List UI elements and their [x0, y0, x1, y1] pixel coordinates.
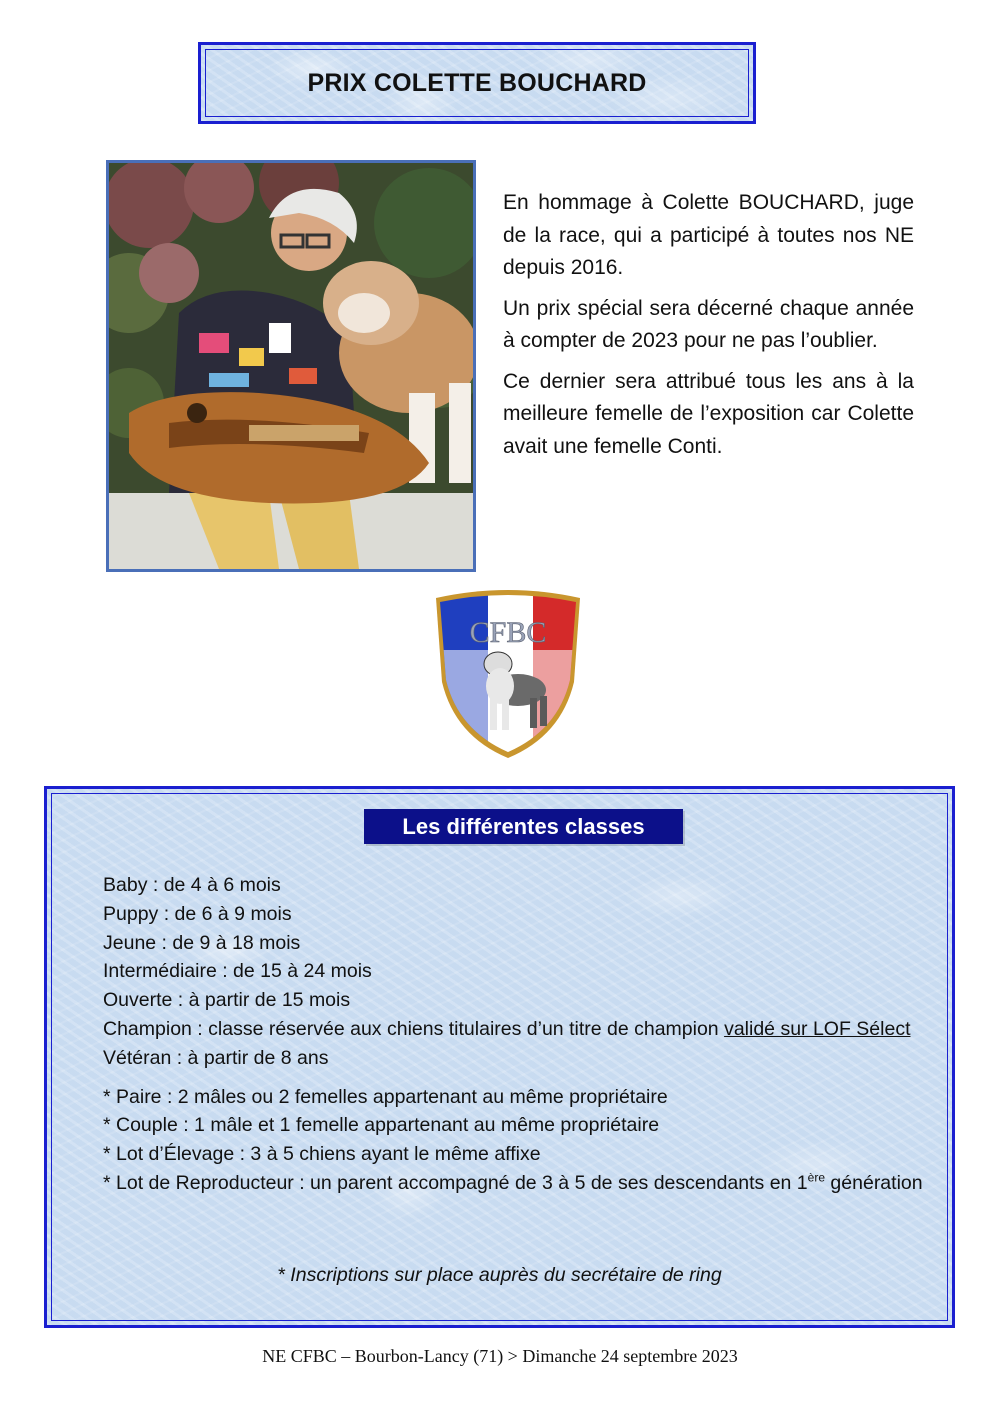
extra-class-item: * Paire : 2 mâles ou 2 femelles appartenant au même propriétaire: [103, 1085, 668, 1108]
title-banner-inner: [205, 49, 749, 117]
class-item: Jeune : de 9 à 18 mois: [103, 931, 301, 954]
reproducteur-suffix: génération: [825, 1171, 923, 1194]
class-item: Intermédiaire : de 15 à 24 mois: [103, 960, 372, 983]
champion-lof-link-text: validé sur LOF Sélect: [724, 1017, 911, 1040]
photo-illustration: [109, 163, 473, 569]
registration-note: * Inscriptions sur place auprès du secrétaire de ring: [277, 1264, 722, 1286]
intro-paragraph: En hommage à Colette BOUCHARD, juge de la race, qui a participé à toutes nos NE depuis 2016.: [503, 191, 914, 279]
tribute-photo: [106, 160, 476, 572]
class-item: Vétéran : à partir de 8 ans: [103, 1046, 329, 1069]
extra-class-item-reproducteur: [103, 1169, 941, 1198]
cfbc-shield-logo: [428, 590, 588, 762]
cfbc-logo: [428, 590, 588, 762]
class-item: Ouverte : à partir de 15 mois: [103, 989, 351, 1012]
page-footer: NE CFBC – Bourbon-Lancy (71) > Dimanche 24 septembre 2023: [262, 1346, 738, 1366]
extra-class-item: * Couple : 1 mâle et 1 femelle appartenant au même propriétaire: [103, 1114, 660, 1137]
reproducteur-superscript: ère: [807, 1170, 826, 1185]
classes-panel: [44, 786, 955, 1328]
list-spacer: [103, 1073, 941, 1083]
classes-heading: Les différentes classes: [364, 809, 683, 844]
classes-panel-inner: [51, 793, 948, 1321]
logo-text: CFBC: [469, 616, 547, 649]
page-title: PRIX COLETTE BOUCHARD: [307, 68, 647, 97]
intro-text: [503, 187, 914, 471]
class-list: [103, 871, 941, 1198]
class-item: Puppy : de 6 à 9 mois: [103, 902, 292, 925]
intro-paragraph: Un prix spécial sera décerné chaque année à compter de 2023 pour ne pas l’oublier.: [503, 296, 914, 352]
intro-paragraph: Ce dernier sera attribué tous les ans à la meilleure femelle de l’exposition car Colette avait une femelle Conti.: [503, 369, 914, 458]
champion-text: Champion : classe réservée aux chiens titulaires d’un titre de champion: [103, 1017, 725, 1040]
reproducteur-text: * Lot de Reproducteur : un parent accompagné de 3 à 5 de ses descendants en 1: [103, 1171, 808, 1194]
class-item-champion: [103, 1015, 941, 1044]
title-banner: [198, 42, 756, 124]
extra-class-item: * Lot d’Élevage : 3 à 5 chiens ayant le même affixe: [103, 1143, 541, 1166]
class-item: Baby : de 4 à 6 mois: [103, 874, 281, 896]
